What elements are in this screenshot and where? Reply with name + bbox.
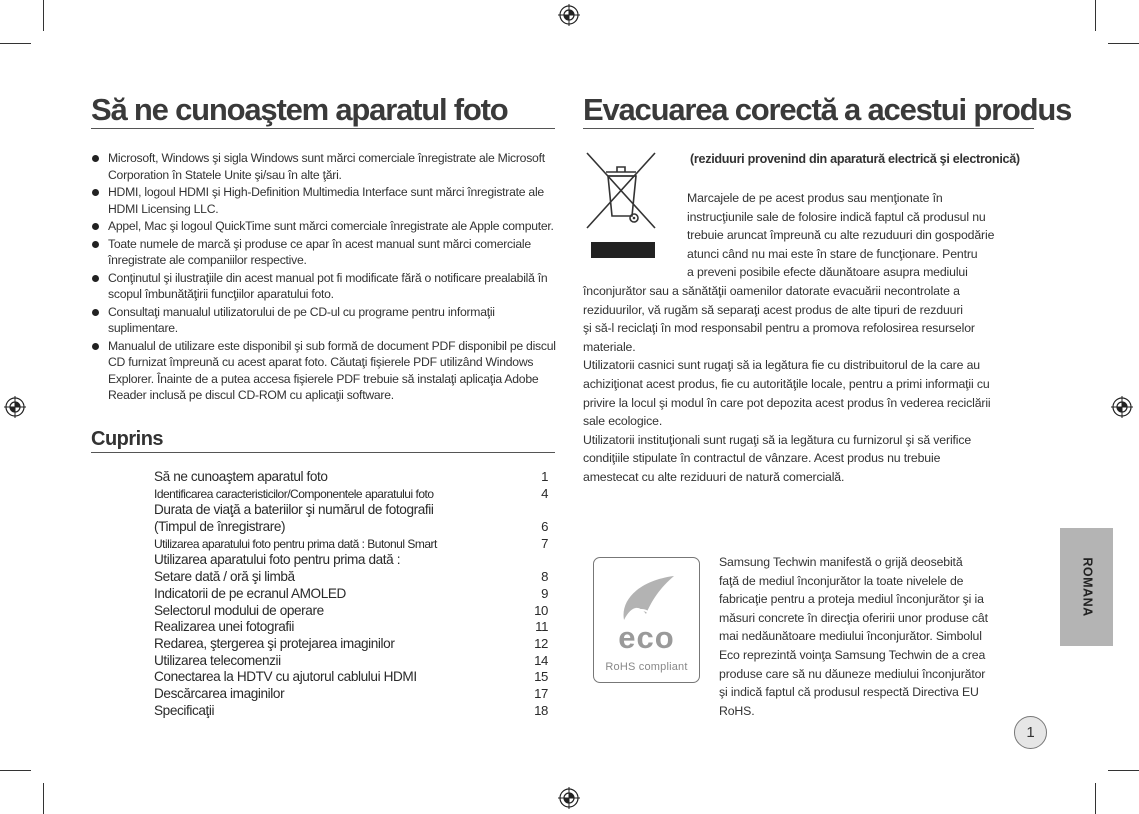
list-item: Microsoft, Windows şi sigla Windows sunt mărci comerciale înregistrate ale Microsoft Corporation în Statele Unite şi/sau în alte ţări.: [91, 150, 561, 183]
eco-rohs-logo: [593, 557, 700, 683]
text-line: reziduurilor, vă rugăm să separaţi acest produs de alte tipuri de rezduuri: [583, 302, 963, 317]
toc-entry-label: (Timpul de înregistrare): [154, 519, 286, 535]
toc-entry-label: Realizarea unei fotografii: [154, 619, 294, 635]
toc-entry-page: 10: [534, 602, 548, 618]
registration-mark-icon: [1111, 396, 1133, 418]
toc-entry-label: Utilizarea aparatului foto pentru prima dată : Butonul Smart: [154, 536, 437, 551]
toc-entry-page: 4: [541, 485, 548, 501]
disposal-subtitle: (reziduuri provenind din aparatură electrică şi electronică): [690, 152, 1020, 166]
list-item: Conţinutul şi ilustraţiile din acest manual pot fi modificate fără o notificare prealabilă în scopul îmbunătăţirii funcţiilor aparatului foto.: [91, 270, 561, 303]
toc-entry-page: 6: [541, 519, 548, 535]
text-line: fabricaţie pentru a proteja mediul înconjurător şi ia: [719, 592, 984, 607]
text-line: măsuri concrete în direcţia oferirii unor produse cât: [719, 610, 988, 625]
toc-entry-page: 14: [534, 652, 548, 668]
toc-entry-label: Conectarea la HDTV cu ajutorul cablului HDMI: [154, 669, 417, 685]
page-number: 1: [1014, 716, 1047, 749]
text-line: faţă de mediul înconjurător la toate nivelele de: [719, 573, 964, 588]
toc-entry-label: Setare dată / oră şi limbă: [154, 569, 295, 585]
text-line: materiale.: [583, 339, 636, 354]
text-line: RoHS.: [719, 703, 755, 718]
toc-entry-label: Redarea, ştergerea şi protejarea imaginilor: [154, 635, 395, 651]
text-line: înconjurător sau a sănătăţii oamenilor datorate evacuării necontrolate a: [583, 284, 960, 298]
list-item: HDMI, logoul HDMI şi High-Definition Multimedia Interface sunt mărci înregistrate ale HDMI Licensing LLC.: [91, 184, 561, 217]
eco-logo-caption: RoHS compliant: [605, 661, 688, 673]
toc-entry-page: 9: [541, 585, 548, 601]
registration-mark-icon: [558, 4, 580, 26]
crop-mark: [1095, 783, 1096, 814]
toc-entry-page: 15: [534, 669, 548, 685]
text-line: Eco reprezintă voinţa Samsung Techwin de a crea: [719, 647, 986, 662]
toc-heading-underline: [91, 452, 555, 453]
text-line: privire la locul şi modul în care pot depozita acest produs în vederea reciclării: [583, 395, 991, 410]
text-line: şi să-l reciclaţi în mod responsabil pentru a promova refolosirea resurselor: [583, 321, 975, 336]
text-line: Utilizatorii casnici sunt rugaţi să ia legătura fie cu distribuitorul de la care au: [583, 358, 980, 373]
text-line: Marcajele de pe acest produs sau menţionate în: [687, 191, 943, 205]
crop-mark: [43, 0, 44, 31]
registration-mark-icon: [4, 396, 26, 418]
language-tab-label: [1062, 528, 1113, 646]
text-line: atunci când nu mai este în stare de funcţionare. Pentru: [687, 246, 978, 261]
text-line: mai nedăunătoare mediului înconjurător. Simbolul: [719, 629, 982, 644]
list-item: Manualul de utilizare este disponibil şi sub formă de document PDF disponibil pe discul CD furnizat împreună cu acest aparat foto. Căutaţi fişierele PDF utilizând Windows Explorer. Înainte de a putea accesa fişierele PDF trebuie să instalaţi aplicaţia Adobe Reader inclusă pe discul CD-ROM cu aplicaţii software.: [91, 338, 561, 404]
toc-entry[interactable]: [154, 486, 548, 503]
toc-entry-page: 17: [534, 685, 548, 701]
toc-entry-label: Descărcarea imaginilor: [154, 685, 285, 701]
text-line: a preveni posibile efecte dăunătoare asupra mediului: [687, 265, 968, 280]
title-underline: [91, 128, 555, 129]
toc-entry-label: Indicatorii de pe ecranul AMOLED: [154, 585, 346, 601]
trademark-bullet-list: [91, 150, 561, 405]
toc-entry[interactable]: [154, 686, 548, 703]
toc-entry-page: 7: [541, 535, 548, 551]
crop-mark: [1108, 770, 1139, 771]
text-line: amestecat cu alte reziduuri de natură comercială.: [583, 469, 845, 484]
crop-mark: [1095, 0, 1096, 31]
toc-entry-page: 11: [535, 619, 548, 635]
title-underline: [583, 128, 1034, 129]
toc-entry-page: 8: [541, 569, 548, 585]
list-item: Toate numele de marcă şi produse ce apar în acest manual sunt mărci comerciale înregistrate ale companiilor respective.: [91, 236, 561, 269]
crop-mark: [0, 770, 31, 771]
right-page-title: Evacuarea corectă a acestui produs: [583, 92, 1072, 127]
toc-entry[interactable]: [154, 536, 548, 553]
registration-mark-icon: [558, 787, 580, 809]
toc-entry[interactable]: [154, 519, 548, 536]
toc-entry[interactable]: [154, 603, 548, 620]
language-tab-text: ROMANA: [1080, 557, 1095, 617]
toc-entry[interactable]: [154, 669, 548, 686]
toc-entry[interactable]: [154, 636, 548, 653]
text-line: condiţiile stipulate în contractul de vânzare. Acest produs nu trebuie: [583, 451, 941, 466]
toc-entry-label: Să ne cunoaştem aparatul foto: [154, 469, 328, 484]
toc-entry[interactable]: [154, 586, 548, 603]
toc-heading: Cuprins: [91, 428, 164, 450]
toc-entry[interactable]: [154, 469, 548, 486]
text-line: sale ecologice.: [583, 414, 663, 429]
disposal-intro-text: [687, 189, 1037, 282]
toc-entry[interactable]: [154, 552, 548, 569]
left-page-title: Să ne cunoaştem aparatul foto: [91, 92, 508, 127]
toc-entry[interactable]: [154, 653, 548, 670]
toc-entry[interactable]: [154, 569, 548, 586]
eco-statement-text: [719, 553, 1039, 720]
crossed-out-wheelie-bin-icon: [584, 150, 660, 262]
text-line: Utilizatorii instituţionali sunt rugaţi să ia legătura cu furnizorul şi să verifice: [583, 432, 972, 447]
crop-mark: [43, 783, 44, 814]
eco-logo-word: eco: [618, 620, 675, 655]
crop-mark: [0, 43, 31, 44]
toc-entry-label: Selectorul modului de operare: [154, 602, 324, 618]
disposal-body-text: [583, 282, 1038, 487]
toc-entry-label: Utilizarea telecomenzii: [154, 652, 281, 668]
list-item: Appel, Mac şi logoul QuickTime sunt mărci comerciale înregistrate ale Apple computer.: [91, 218, 561, 235]
toc-entry-label: Specificaţii: [154, 702, 215, 718]
toc-entry[interactable]: [154, 502, 548, 519]
table-of-contents: [154, 469, 548, 719]
text-line: produse care să nu dăuneze mediului înconjurător: [719, 666, 986, 681]
toc-entry-label: Durata de viaţă a bateriilor şi numărul de fotografii: [154, 502, 434, 518]
toc-entry-label: Identificarea caracteristicilor/Componentele aparatului foto: [154, 486, 434, 501]
text-line: achiziţionat acest produs, fie cu autorităţile locale, pentru a primi informaţii cu: [583, 376, 990, 391]
toc-entry[interactable]: [154, 703, 548, 720]
toc-entry-page: 1: [541, 469, 548, 484]
crop-mark: [1108, 43, 1139, 44]
toc-entry[interactable]: [154, 619, 548, 636]
toc-entry-page: 12: [534, 635, 548, 651]
text-line: trebuie aruncat împreună cu alte rezuduuri din gospodărie: [687, 228, 995, 243]
text-line: şi indică faptul că produsul respectă Directiva EU: [719, 685, 979, 700]
toc-entry-page: 18: [534, 702, 548, 718]
list-item: Consultaţi manualul utilizatorului de pe CD-ul cu programe pentru informaţii suplimentare.: [91, 304, 561, 337]
text-line: instrucţiunile sale de folosire indică faptul că produsul nu: [687, 209, 986, 224]
text-line: Samsung Techwin manifestă o grijă deosebită: [719, 555, 963, 569]
toc-entry-label: Utilizarea aparatului foto pentru prima dată :: [154, 552, 401, 568]
